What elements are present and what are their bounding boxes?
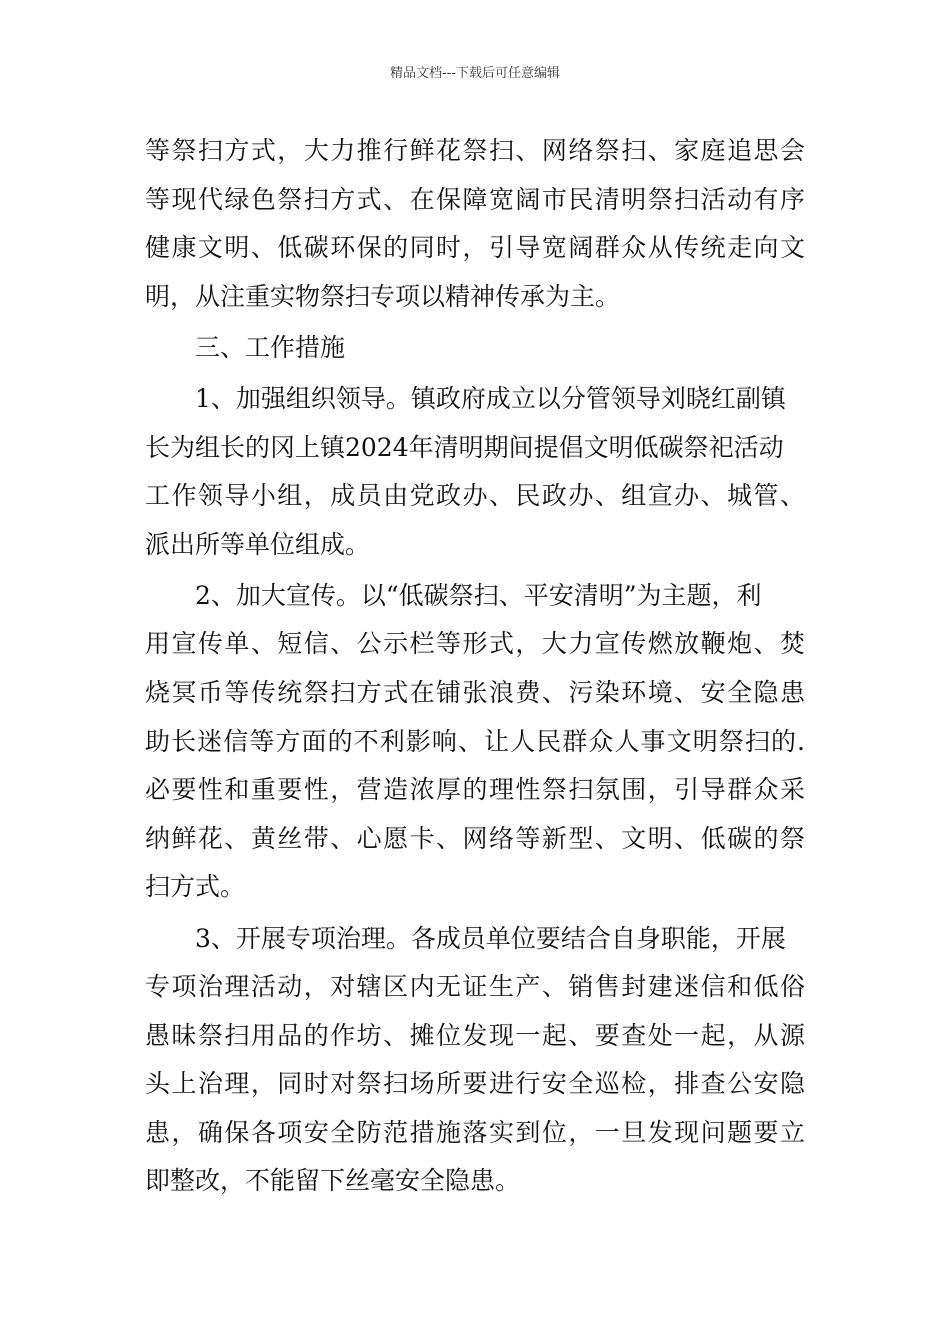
paragraph-line: 用宣传单、短信、公示栏等形式，大力宣传燃放鞭炮、焚 [145, 629, 805, 659]
paragraph-line: 头上治理，同时对祭扫场所要进行安全巡检，排查公安隐 [145, 1069, 805, 1099]
paragraph-line: 1、加强组织领导。镇政府成立以分管领导刘晓红副镇 [195, 383, 786, 413]
paragraph-line: 长为组长的冈上镇2024年清明期间提倡文明低碳祭祀活动 [145, 432, 784, 462]
paragraph-line: 患，确保各项安全防范措施落实到位，一旦发现问题要立 [145, 1117, 805, 1147]
paragraph-line: 2、加大宣传。以“低碳祭扫、平安清明”为主题，利 [195, 580, 762, 610]
paragraph-line: 明，从注重实物祭扫专项以精神传承为主。 [145, 281, 621, 311]
paragraph-line: 烧冥币等传统祭扫方式在铺张浪费、污染环境、安全隐患 [145, 678, 805, 708]
paragraph-line: 纳鲜花、黄丝带、心愿卡、网络等新型、文明、低碳的祭 [145, 823, 805, 853]
document-body [145, 127, 805, 1206]
paragraph-line: 扫方式。 [145, 872, 246, 902]
paragraph-line: 派出所等单位组成。 [145, 529, 371, 559]
section-heading: 三、工作措施 [195, 332, 346, 362]
page-header: 精品文档---下载后可任意编辑 [389, 66, 561, 81]
paragraph-line: 等祭扫方式，大力推行鲜花祭扫、网络祭扫、家庭追思会 [145, 136, 805, 165]
paragraph-line: 愚昧祭扫用品的作坊、摊位发现一起、要查处一起，从源 [145, 1020, 805, 1050]
paragraph-line: 助长迷信等方面的不利影响、让人民群众人事文明祭扫的. [145, 726, 805, 756]
paragraph-line: 必要性和重要性，营造浓厚的理性祭扫氛围，引导群众采 [145, 775, 805, 805]
paragraph-line: 即整改，不能留下丝毫安全隐患。 [145, 1166, 521, 1196]
paragraph-line: 健康文明、低碳环保的同时，引导宽阔群众从传统走向文 [145, 233, 805, 263]
paragraph-line: 专项治理活动，对辖区内无证生产、销售封建迷信和低俗 [145, 972, 805, 1002]
paragraph-line: 等现代绿色祭扫方式、在保障宽阔市民清明祭扫活动有序 [145, 184, 805, 214]
paragraph-line: 3、开展专项治理。各成员单位要结合自身职能，开展 [195, 923, 786, 953]
paragraph-line: 工作领导小组，成员由党政办、民政办、组宣办、城管、 [145, 481, 805, 511]
